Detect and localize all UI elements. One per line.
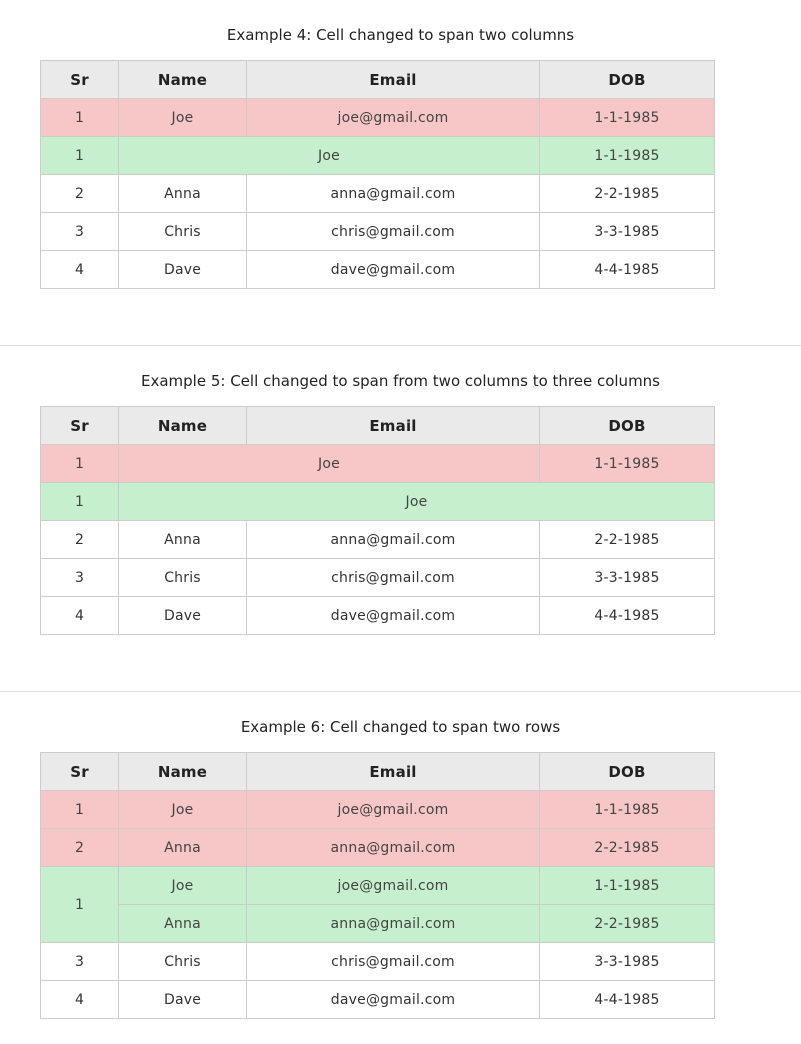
column-header: Name bbox=[119, 407, 247, 445]
table-cell: dave@gmail.com bbox=[247, 251, 540, 289]
table-cell: 3 bbox=[41, 943, 119, 981]
table-row bbox=[41, 137, 715, 175]
table-row bbox=[41, 597, 715, 635]
table-cell: Dave bbox=[119, 251, 247, 289]
table-cell: 3-3-1985 bbox=[540, 943, 715, 981]
table-row bbox=[41, 483, 715, 521]
table-cell: Chris bbox=[119, 943, 247, 981]
table-cell: Chris bbox=[119, 213, 247, 251]
column-header: Sr bbox=[41, 753, 119, 791]
table-cell: Anna bbox=[119, 905, 247, 943]
table-cell: 2 bbox=[41, 829, 119, 867]
table-cell: Anna bbox=[119, 175, 247, 213]
example-section bbox=[0, 0, 801, 311]
table-row bbox=[41, 521, 715, 559]
table-cell: 1 bbox=[41, 483, 119, 521]
table-row bbox=[41, 867, 715, 905]
table-cell: 2-2-1985 bbox=[540, 175, 715, 213]
table-cell: Joe bbox=[119, 867, 247, 905]
table-cell: Anna bbox=[119, 521, 247, 559]
table-header-row bbox=[41, 753, 715, 791]
table-cell: Joe bbox=[119, 445, 540, 483]
table-cell: 1-1-1985 bbox=[540, 791, 715, 829]
table-row bbox=[41, 251, 715, 289]
table-cell: Anna bbox=[119, 829, 247, 867]
table-cell: anna@gmail.com bbox=[247, 521, 540, 559]
table-cell: 4-4-1985 bbox=[540, 981, 715, 1019]
table-cell: 1-1-1985 bbox=[540, 445, 715, 483]
column-header: DOB bbox=[540, 753, 715, 791]
column-header: DOB bbox=[540, 61, 715, 99]
table-cell: 2 bbox=[41, 521, 119, 559]
table-wrapper bbox=[0, 406, 801, 635]
table-row bbox=[41, 213, 715, 251]
table-cell: anna@gmail.com bbox=[247, 175, 540, 213]
table-cell: dave@gmail.com bbox=[247, 981, 540, 1019]
table-row bbox=[41, 445, 715, 483]
table-cell: 2-2-1985 bbox=[540, 905, 715, 943]
table-cell: 4-4-1985 bbox=[540, 597, 715, 635]
table-row bbox=[41, 905, 715, 943]
table-cell: 1 bbox=[41, 791, 119, 829]
comparison-table bbox=[40, 60, 715, 289]
column-header: Name bbox=[119, 753, 247, 791]
table-cell: 3 bbox=[41, 559, 119, 597]
table-cell: Chris bbox=[119, 559, 247, 597]
table-cell: 1 bbox=[41, 445, 119, 483]
example-title: Example 5: Cell changed to span from two columns to three columns bbox=[140, 372, 661, 390]
table-wrapper bbox=[0, 752, 801, 1019]
table-row bbox=[41, 829, 715, 867]
table-cell: Dave bbox=[119, 597, 247, 635]
column-header: Name bbox=[119, 61, 247, 99]
table-cell: Joe bbox=[119, 137, 540, 175]
table-cell: Joe bbox=[119, 99, 247, 137]
table-cell: Dave bbox=[119, 981, 247, 1019]
table-wrapper bbox=[0, 60, 801, 289]
table-cell: 2-2-1985 bbox=[540, 829, 715, 867]
table-header-row bbox=[41, 407, 715, 445]
table-cell: 4 bbox=[41, 251, 119, 289]
table-cell: 2 bbox=[41, 175, 119, 213]
table-row bbox=[41, 791, 715, 829]
table-cell: chris@gmail.com bbox=[247, 213, 540, 251]
table-cell: 1 bbox=[41, 137, 119, 175]
table-cell: 1-1-1985 bbox=[540, 137, 715, 175]
table-cell: anna@gmail.com bbox=[247, 829, 540, 867]
table-cell: joe@gmail.com bbox=[247, 791, 540, 829]
column-header: DOB bbox=[540, 407, 715, 445]
example-section bbox=[0, 692, 801, 1041]
spacer bbox=[0, 289, 801, 311]
table-cell: joe@gmail.com bbox=[247, 99, 540, 137]
example-section bbox=[0, 346, 801, 657]
table-cell: 2-2-1985 bbox=[540, 521, 715, 559]
table-cell: joe@gmail.com bbox=[247, 867, 540, 905]
column-header: Sr bbox=[41, 407, 119, 445]
example-title: Example 6: Cell changed to span two rows bbox=[240, 718, 561, 736]
table-cell: chris@gmail.com bbox=[247, 943, 540, 981]
table-cell: 1-1-1985 bbox=[540, 867, 715, 905]
table-cell: Joe bbox=[119, 791, 247, 829]
table-header-row bbox=[41, 61, 715, 99]
table-row bbox=[41, 943, 715, 981]
table-cell: 4 bbox=[41, 981, 119, 1019]
table-cell: anna@gmail.com bbox=[247, 905, 540, 943]
table-cell: dave@gmail.com bbox=[247, 597, 540, 635]
table-cell: chris@gmail.com bbox=[247, 559, 540, 597]
table-cell: 3-3-1985 bbox=[540, 213, 715, 251]
table-row bbox=[41, 175, 715, 213]
table-cell: 4-4-1985 bbox=[540, 251, 715, 289]
table-cell: 3 bbox=[41, 213, 119, 251]
table-cell: 1-1-1985 bbox=[540, 99, 715, 137]
table-row bbox=[41, 559, 715, 597]
table-cell: 1 bbox=[41, 99, 119, 137]
column-header: Email bbox=[247, 61, 540, 99]
column-header: Email bbox=[247, 753, 540, 791]
table-cell: 4 bbox=[41, 597, 119, 635]
table-cell: Joe bbox=[119, 483, 715, 521]
column-header: Sr bbox=[41, 61, 119, 99]
spacer bbox=[0, 1019, 801, 1041]
table-cell: 3-3-1985 bbox=[540, 559, 715, 597]
table-cell: 1 bbox=[41, 867, 119, 943]
comparison-table bbox=[40, 752, 715, 1019]
table-row bbox=[41, 981, 715, 1019]
example-title: Example 4: Cell changed to span two columns bbox=[226, 26, 575, 44]
column-header: Email bbox=[247, 407, 540, 445]
table-row bbox=[41, 99, 715, 137]
spacer bbox=[0, 635, 801, 657]
comparison-table bbox=[40, 406, 715, 635]
